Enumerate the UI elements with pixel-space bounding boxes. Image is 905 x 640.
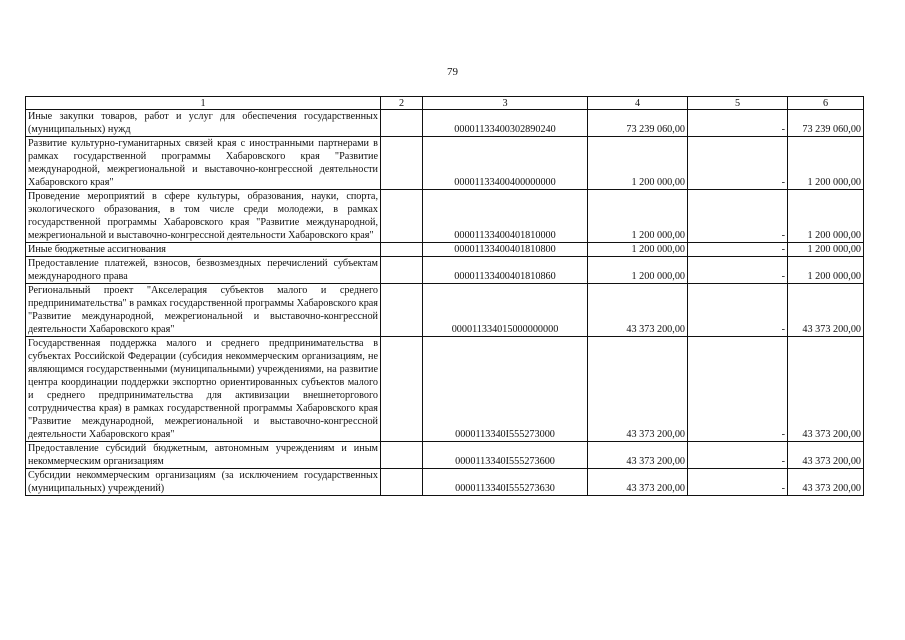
table-row <box>26 110 864 137</box>
column-header-6: 6 <box>788 97 864 110</box>
row-total: 43 373 200,00 <box>788 469 864 496</box>
row-col5: - <box>688 243 788 257</box>
row-name: Предоставление платежей, взносов, безвозмездных перечислений субъектам международного права <box>26 257 381 284</box>
row-col5: - <box>688 469 788 496</box>
row-amount: 1 200 000,00 <box>588 137 688 190</box>
row-col2 <box>381 442 423 469</box>
row-amount: 43 373 200,00 <box>588 469 688 496</box>
row-total: 1 200 000,00 <box>788 243 864 257</box>
row-code: 00001133400401810860 <box>423 257 588 284</box>
row-name: Предоставление субсидий бюджетным, автономным учреждениям и иным некоммерческим организациям <box>26 442 381 469</box>
row-col2 <box>381 337 423 442</box>
row-total: 73 239 060,00 <box>788 110 864 137</box>
row-total: 1 200 000,00 <box>788 137 864 190</box>
table-row <box>26 190 864 243</box>
budget-table <box>25 96 864 496</box>
row-amount: 73 239 060,00 <box>588 110 688 137</box>
row-total: 43 373 200,00 <box>788 442 864 469</box>
table-row <box>26 137 864 190</box>
row-col2 <box>381 284 423 337</box>
row-name: Субсидии некоммерческим организациям (за исключением государственных (муниципальных) учреждений) <box>26 469 381 496</box>
row-name: Региональный проект "Акселерация субъектов малого и среднего предпринимательства" в рамках государственной программы Хабаровского края "Развитие международной, межрегиональной и выставочно-конгрессной деятельности Хабаровского края" <box>26 284 381 337</box>
table-row <box>26 337 864 442</box>
row-col5: - <box>688 337 788 442</box>
row-col2 <box>381 190 423 243</box>
row-code: 0000113340I555273600 <box>423 442 588 469</box>
row-amount: 43 373 200,00 <box>588 284 688 337</box>
row-name: Развитие культурно-гуманитарных связей края с иностранными партнерами в рамках государственной программы Хабаровского края "Развитие международной, межрегиональной и выставочно-конгрессной деятельности Хабаровского края" <box>26 137 381 190</box>
table-row <box>26 469 864 496</box>
column-header-4: 4 <box>588 97 688 110</box>
row-col5: - <box>688 190 788 243</box>
row-amount: 1 200 000,00 <box>588 190 688 243</box>
row-code: 0000113340I555273630 <box>423 469 588 496</box>
row-total: 43 373 200,00 <box>788 284 864 337</box>
row-col5: - <box>688 137 788 190</box>
row-total: 1 200 000,00 <box>788 257 864 284</box>
row-col2 <box>381 243 423 257</box>
column-header-1: 1 <box>26 97 381 110</box>
row-code: 00001133400401810000 <box>423 190 588 243</box>
row-code: 000011334015000000000 <box>423 284 588 337</box>
row-name: Государственная поддержка малого и среднего предпринимательства в субъектах Российской Федерации (субсидия некоммерческим организациям, не являющимся государственными (муниципальными) учреждениями, на развитие центра координации поддержки экспортно ориентированных субъектов малого и среднего предпринимательства для активизации внешнеторгового сотрудничества края) в рамках государственной программы Хабаровского края "Развитие международной, межрегиональной и выставочно-конгрессной деятельности Хабаровского края" <box>26 337 381 442</box>
row-total: 1 200 000,00 <box>788 190 864 243</box>
row-code: 00001133400400000000 <box>423 137 588 190</box>
row-amount: 43 373 200,00 <box>588 442 688 469</box>
table-row <box>26 243 864 257</box>
row-col2 <box>381 257 423 284</box>
column-header-2: 2 <box>381 97 423 110</box>
row-total: 43 373 200,00 <box>788 337 864 442</box>
column-header-3: 3 <box>423 97 588 110</box>
page-number: 79 <box>447 66 458 78</box>
table-header-row <box>26 97 864 110</box>
row-name: Иные закупки товаров, работ и услуг для обеспечения государственных (муниципальных) нужд <box>26 110 381 137</box>
row-name: Проведение мероприятий в сфере культуры, образования, науки, спорта, экологического образования, в том числе среди молодежи, в рамках государственной программы Хабаровского края "Развитие международной, межрегиональной и выставочно-конгрессной деятельности Хабаровского края" <box>26 190 381 243</box>
table-row <box>26 442 864 469</box>
row-code: 0000113340I555273000 <box>423 337 588 442</box>
row-col5: - <box>688 110 788 137</box>
row-amount: 43 373 200,00 <box>588 337 688 442</box>
row-amount: 1 200 000,00 <box>588 257 688 284</box>
row-name: Иные бюджетные ассигнования <box>26 243 381 257</box>
row-col2 <box>381 110 423 137</box>
row-amount: 1 200 000,00 <box>588 243 688 257</box>
table-row <box>26 257 864 284</box>
row-col2 <box>381 469 423 496</box>
column-header-5: 5 <box>688 97 788 110</box>
row-col5: - <box>688 257 788 284</box>
row-col5: - <box>688 442 788 469</box>
row-col2 <box>381 137 423 190</box>
row-code: 00001133400401810800 <box>423 243 588 257</box>
table-row <box>26 284 864 337</box>
row-code: 00001133400302890240 <box>423 110 588 137</box>
row-col5: - <box>688 284 788 337</box>
